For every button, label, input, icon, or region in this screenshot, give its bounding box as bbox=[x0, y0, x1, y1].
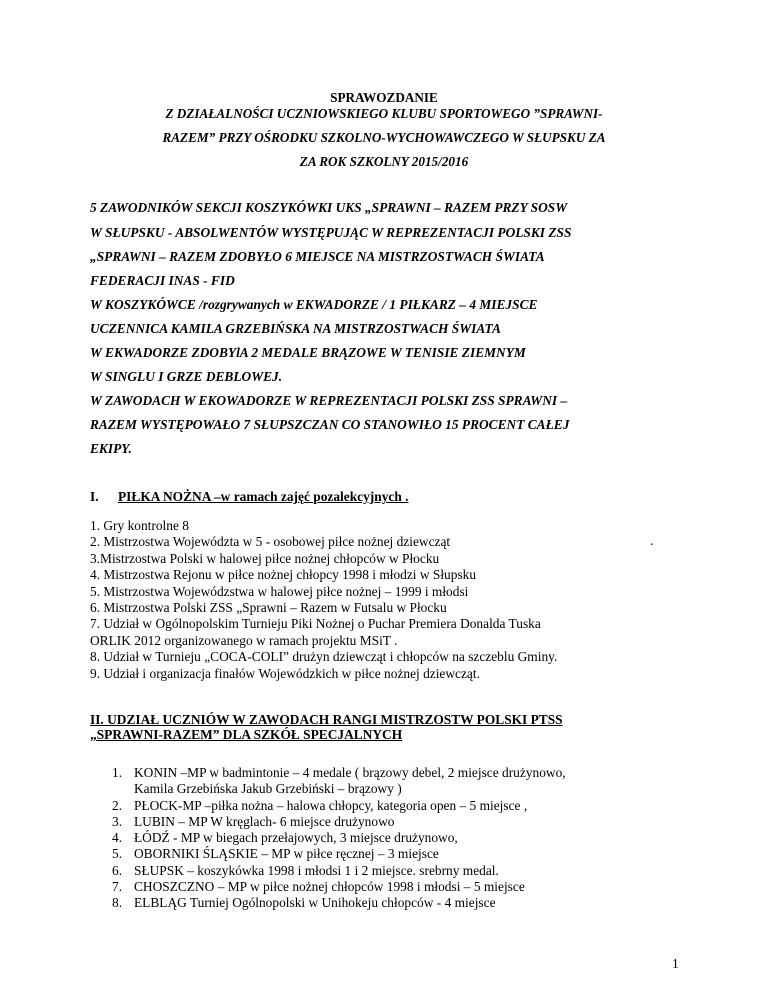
list-item: 9. Udział i organizacja finałów Wojewódzkich w piłce nożnej dziewcząt. bbox=[90, 665, 480, 681]
list-item bbox=[90, 863, 710, 879]
report-subtitle-line-1: Z DZIAŁALNOŚCI UCZNIOWSKIEGO KLUBU SPORTOWEGO ”SPRAWNI- bbox=[165, 106, 603, 121]
section-2-heading bbox=[90, 712, 563, 742]
intro-line: W EKWADORZE ZDOBYlA 2 MEDALE BRĄZOWE W TENISIE ZIEMNYM bbox=[90, 345, 526, 360]
list-item: 1. Gry kontrolne 8 bbox=[90, 518, 189, 533]
list-item: 6. Mistrzostwa Polski ZSS „Sprawni – Razem w Futsalu w Płocku bbox=[90, 600, 447, 616]
intro-line: RAZEM WYSTĘPOWAŁO 7 SŁUPSZCZAN CO STANOWIŁO 15 PROCENT CAŁEJ bbox=[90, 417, 570, 432]
list-item bbox=[90, 781, 710, 797]
intro-line: UCZENNICA KAMILA GRZEBIŃSKA NA MISTRZOSTWACH ŚWIATA bbox=[90, 321, 501, 336]
report-title: SPRAWOZDANIE bbox=[330, 90, 438, 105]
list-item-number: 6. bbox=[112, 862, 123, 878]
section-1-list bbox=[90, 518, 690, 682]
list-item bbox=[90, 846, 710, 862]
list-item-number: 1. bbox=[112, 765, 123, 780]
list-item bbox=[90, 879, 710, 895]
list-item bbox=[90, 895, 710, 911]
list-item-text: PŁOCK-MP –piłka nożna – halowa chłopcy, kategoria open – 5 miejsce , bbox=[134, 797, 528, 813]
intro-line: FEDERACJI INAS - FID bbox=[90, 273, 235, 288]
report-subtitle-line-2: RAZEM” PRZY OŚRODKU SZKOLNO-WYCHOWAWCZEGO W SŁUPSKU ZA bbox=[162, 130, 606, 145]
list-item-text: LUBIN – MP W kręglach- 6 miejsce drużynowo bbox=[134, 813, 395, 829]
section-2-title-line-2: „SPRAWNI-RAZEM” DLA SZKÓŁ SPECJALNYCH bbox=[90, 727, 403, 742]
list-item-number: 8. bbox=[112, 895, 123, 911]
list-item-text: ELBLĄG Turniej Ogólnopolski w Unihokeju chłopców - 4 miejsce bbox=[134, 895, 496, 911]
report-subtitle-line-3: ZA ROK SZKOLNY 2015/2016 bbox=[299, 154, 469, 169]
list-item bbox=[90, 765, 710, 781]
section-1-heading bbox=[90, 489, 408, 505]
list-item-text: ŁÓDŹ - MP w biegach przełajowych, 3 miejsce drużynowo, bbox=[134, 830, 458, 846]
list-item-text: KONIN –MP w badmintonie – 4 medale ( brązowy debel, 2 miejsce drużynowo, bbox=[134, 765, 566, 780]
intro-line: EKIPY. bbox=[90, 441, 132, 456]
list-item: ORLIK 2012 organizowanego w ramach projektu MSiT . bbox=[90, 632, 398, 648]
section-1-title: PIŁKA NOŻNA –w ramach zajęć pozalekcyjnych . bbox=[118, 489, 409, 504]
list-item-number: 2. bbox=[112, 797, 123, 813]
list-item-text: Kamila Grzebińska Jakub Grzebiński – brązowy ) bbox=[134, 781, 402, 797]
list-item bbox=[90, 814, 710, 830]
intro-line: „SPRAWNI – RAZEM ZDOBYŁO 6 MIEJSCE NA MISTRZOSTWACH ŚWIATA bbox=[90, 249, 545, 264]
intro-line: W SŁUPSKU - ABSOLWENTÓW WYSTĘPUJĄC W REPREZENTACJI POLSKI ZSS bbox=[90, 225, 572, 240]
list-item-number: 4. bbox=[112, 830, 123, 846]
list-item-number: 7. bbox=[112, 879, 123, 895]
list-item: 5. Mistrzostwa Wojewódzstwa w halowej piłce nożnej – 1999 i młodsi bbox=[90, 583, 469, 599]
list-item: 8. Udział w Turnieju „COCA-COLI” drużyn dziewcząt i chłopców na szczeblu Gminy. bbox=[90, 649, 558, 665]
list-item: 4. Mistrzostwa Rejonu w piłce nożnej chłopcy 1998 i młodzi w Słupsku bbox=[90, 567, 477, 583]
list-item bbox=[90, 830, 710, 846]
intro-line: W KOSZYKÓWCE /rozgrywanych w EKWADORZE / 1 PIŁKARZ – 4 MIEJSCE bbox=[90, 297, 538, 312]
stray-dot: . bbox=[650, 533, 654, 548]
page-number: 1 bbox=[672, 956, 679, 971]
section-1-number: I. bbox=[90, 489, 99, 504]
intro-line: W SINGLU I GRZE DEBLOWEJ. bbox=[90, 369, 283, 384]
list-item-number: 3. bbox=[112, 813, 123, 829]
list-item: 7. Udział w Ogólnopolskim Turnieju Piki Nożnej o Puchar Premiera Donalda Tuska bbox=[90, 616, 541, 632]
list-item bbox=[90, 798, 710, 814]
section-2-list bbox=[90, 765, 710, 912]
list-item: 2. Mistrzostwa Województa w 5 - osobowej piłce nożnej dziewcząt bbox=[90, 534, 451, 550]
intro-line: W ZAWODACH W EKOWADORZE W REPREZENTACJI POLSKI ZSS SPRAWNI – bbox=[90, 393, 568, 408]
section-2-title-line-1: II. UDZIAŁ UCZNIÓW W ZAWODACH RANGI MISTRZOSTW POLSKI PTSS bbox=[90, 712, 563, 727]
list-item-text: CHOSZCZNO – MP w piłce nożnej chłopców 1998 i młodsi – 5 miejsce bbox=[134, 879, 525, 895]
list-item-number: 5. bbox=[112, 846, 123, 862]
list-item-text: SŁUPSK – koszykówka 1998 i młodsi 1 i 2 miejsce. srebrny medal. bbox=[134, 862, 499, 878]
list-item: 3.Mistrzostwa Polski w halowej piłce nożnej chłopców w Płocku bbox=[90, 550, 440, 566]
list-item-text: OBORNIKI ŚLĄSKIE – MP w piłce ręcznej – 3 miejsce bbox=[134, 846, 439, 862]
intro-line: 5 ZAWODNIKÓW SEKCJI KOSZYKÓWKI UKS „SPRAWNI – RAZEM PRZY SOSW bbox=[90, 200, 568, 215]
